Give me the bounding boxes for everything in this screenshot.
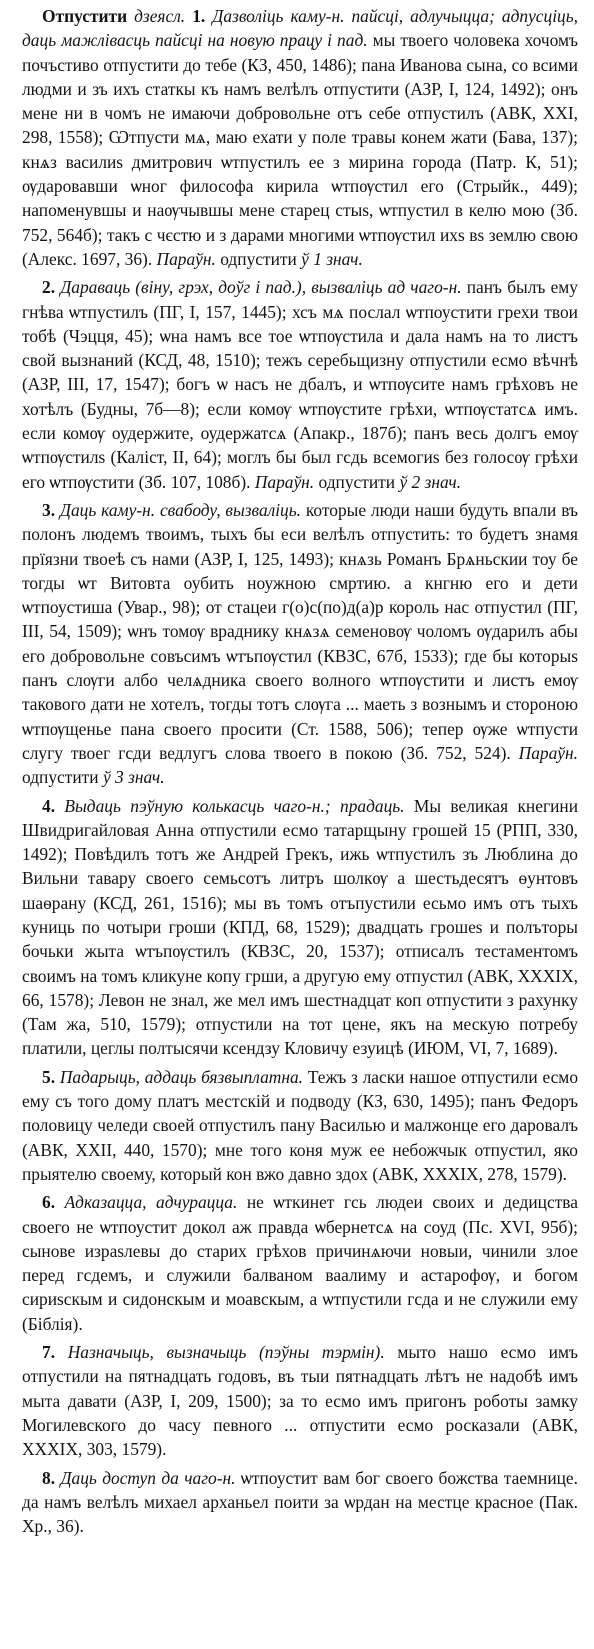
- sense-definition: Адказацца, адчурацца.: [64, 1192, 238, 1213]
- cross-reference-label: Параўн.: [254, 471, 315, 492]
- sense-definition: Падарыць, аддаць бязвыплатна.: [59, 1066, 304, 1087]
- sense-definition: Даць доступ да чаго-н.: [60, 1467, 236, 1488]
- sense-1: [22, 4, 578, 271]
- sense-number: 1.: [192, 6, 206, 26]
- sense-definition: Дазволіць каму-н. пайсці, адлучыцца; адпусціць, даць мажлівасць пайсці на новую працу і пад.: [22, 6, 578, 51]
- cross-reference-label: Параўн.: [156, 248, 216, 269]
- sense-number: 5.: [42, 1066, 56, 1087]
- sense-2: [22, 275, 578, 494]
- cross-reference-word: одпустити: [314, 471, 400, 492]
- sense-citations: Тежъ з ласки нашое отпустили есмо ему съ того дому платъ местскій и подводу (КЗ, 630, 1495); панъ Федоръ половицу челеди своей отпустилъ пану Василью и малжонце его даровалъ (АВК, XXII, 440, 1570); мне того коня муж ее небожчык отпустил, яко прыятелю своему, который кон вжо давно здох (АВК, XXXIX, 278, 1579).: [22, 1066, 579, 1184]
- sense-definition: Даць каму-н. свабоду, вызваліць.: [59, 499, 302, 520]
- sense-5: [22, 1065, 578, 1186]
- sense-4: [22, 794, 578, 1061]
- cross-reference-word: одпустити: [215, 248, 302, 269]
- sense-citations: Мы великая кнегини Швидригайловая Анна отпустили есмо татарщыну грошей 15 (РПП, 330, 1492); Повѣдилъ тотъ же Андрей Грекъ, ижь ѡтпустилъ зъ Люблина до Вильни тавару своего семьсотъ литръ шолкѹ а шестьдесятъ ѳунтовъ шаѳрану (КСД, 261, 1516); мы въ томъ отъпустили есьмо имъ отъ тыхъ куниць по чотыри гроши (КПД, 68, 1529); двадцать грошеѕ и полъторы бочьки жыта ѡтъпѹстилъ (КВЗС, 20, 1537); отписалъ тестаментомъ своимъ на томъ кликуне копу грши, а другую ему отпустил (АВК, XXXIX, 66, 1578); Левон не знал, же мел имъ шестнадцат коп отпустити з рахунку (Там жа, 510, 1579); отпустили на тот цене, якъ на мескую потребу платили, цеглы полтысячи ксендзу Кловичу езуицѣ (ИЮМ, VI, 7, 1689).: [22, 795, 578, 1059]
- cross-reference-sense: ў 2 знач.: [399, 471, 462, 492]
- sense-definition: Выдаць пэўную колькасць чаго-н.; прадаць.: [64, 795, 405, 816]
- cross-reference-sense: ў 3 знач.: [102, 767, 165, 788]
- sense-citations: мыто нашо есмо имъ отпустили на пятнадцать годовъ, въ тыи пятнадцать лѣтъ не надобѣ имъ мыта давати (АЗР, I, 209, 1500); за то есмо имъ пригонъ роботы замку Могилевского до часу певного ... отпустити есмо росказали (АВК, XXXIX, 303, 1579).: [22, 1342, 578, 1460]
- grammar-label: дзеясл.: [134, 6, 186, 26]
- sense-number: 8.: [42, 1467, 56, 1488]
- sense-definition: Назначыць, вызначыць (пэўны тэрмін).: [67, 1342, 385, 1363]
- sense-3: [22, 498, 578, 790]
- sense-number: 3.: [42, 499, 56, 520]
- sense-citations: ѡтпоустит вам бог своего божства таемнице. да намъ велѣлъ михаел арханьел поити за ѡрдан на местце красное (Пак. Хр., 36).: [22, 1467, 578, 1537]
- sense-definition: Дараваць (віну, грэх, доўг і пад.), вызваліць ад чаго-н.: [60, 277, 462, 298]
- sense-number: 7.: [42, 1342, 56, 1363]
- cross-reference-word: одпустити: [22, 767, 103, 788]
- sense-citations: мы твоего чоловека хочомъ почъстиво отпустити до тебе (КЗ, 450, 1486); пана Иванова сына, со всими людми и зъ ихъ статкы къ намъ велѣлъ отпустити (АЗР, I, 124, 1492); онъ мене ни в чомъ не имаючи добровольне отъ себе отпустилъ (АВК, XXI, 298, 1558); Ѡтпусти мѧ, маю ехати у поле травы конем жати (Бава, 137); кнѧз василиѕ дмитрович ѡтпустилъ ее з мирина города (Патр. К, 51); ѹдаровавши ѡног философа кирила ѡтпѹстил его (Стрыйк., 449); напоменувшы и наѹчывшы мене старец стыѕ, ѡтпустил в келю мою (Зб. 752, 564б); такъ с чєстю и з дарами многими ѡтпѹстил ихѕ вѕ землю свою (Алекс. 1697, 36).: [22, 30, 578, 269]
- sense-citations: не ѡткинет гсь людеи своих и дедицства своего не ѡтпоустит докол аж правда ѡбернетсѧ на соуд (Пс. XVI, 95б); сынове израѕлевы до старих грѣхов причинѧючи новыи, чинили злое перед гсдемъ, и служили балваном ваалиму и астарофѹ, и богом сириѕскым и сидонскым и моавскым, а ѡтпустили гсда и не служили ему (Біблія).: [22, 1192, 579, 1334]
- sense-8: [22, 1466, 578, 1539]
- sense-citations: панъ былъ ему гнѣва ѡтпустилъ (ПГ, I, 157, 1445); хсъ мѧ послал ѡтпоустити грехи твои тобѣ (Чэцця, 45); ѡна намъ все тое ѡтпѹстила и дала намъ на то листъ свой вызнаний (КСД, 48, 1510); тежъ серебьщизну отпустили есмо вѣчнѣ (АЗР, III, 17, 1547); богъ ѡ насъ не дбалъ, и ѡтпѹсите намъ грѣховъ не хотѣлъ (Будны, 7б—8); если комѹ ѡтпѹстите грѣхи, ѡтпѹстатсѧ имъ. если комѹ оудержите, оудержатсѧ (Апакр., 187б); панъ весь долгъ емѹ ѡтпѹстилѕ (Каліст, II, 64); моглъ бы был гсдь всемогиѕ без голосѹ грѣхи его ѡтпѹстити (Зб. 107, 108б).: [22, 277, 578, 492]
- sense-number: 2.: [42, 277, 56, 298]
- sense-number: 6.: [42, 1192, 56, 1213]
- sense-number: 4.: [42, 795, 56, 816]
- cross-reference-sense: ў 1 знач.: [301, 248, 363, 269]
- cross-reference-label: Параўн.: [518, 742, 578, 763]
- sense-citations: которые люди наши будуть впали въ полонъ людемъ твоимъ, тыхъ бы еси велѣлъ отпустить: то будетъ знамя прїязни твоеѣ съ нами (АЗР, I, 125, 1493); кнѧзь Романъ Брѧньскии тоу бе тогды ѡт Витовта оубить ноужною смртию. а кнгню его и дети ѡтпоустиша (Увар., 98); от стацеи г(о)с(по)д(а)р король нас отпустил (ПГ, III, 54, 1509); ѡнъ томѹ враднику кнѧзѧ семеновѹ чоломъ ѹдарилъ абы его добровольне совъсимъ ѡтъпѹстил (КВЗС, 67б, 1533); где бы которыѕ панъ слѹги албо челѧдника своего волного ѡтпѹстити и листъ емѹ такового дати не хотелъ, тогды тотъ слѹга ... маеть з вознымъ и стороною ѡтпѹщенье пана своего просити (Ст. 1588, 506); тепер ѹже ѡтпусти слугу твоег гсди ведлугъ слова твоего в покою (Зб. 752, 524).: [22, 499, 578, 763]
- sense-7: [22, 1340, 578, 1461]
- headword: Отпустити: [42, 6, 128, 26]
- sense-6: [22, 1190, 578, 1336]
